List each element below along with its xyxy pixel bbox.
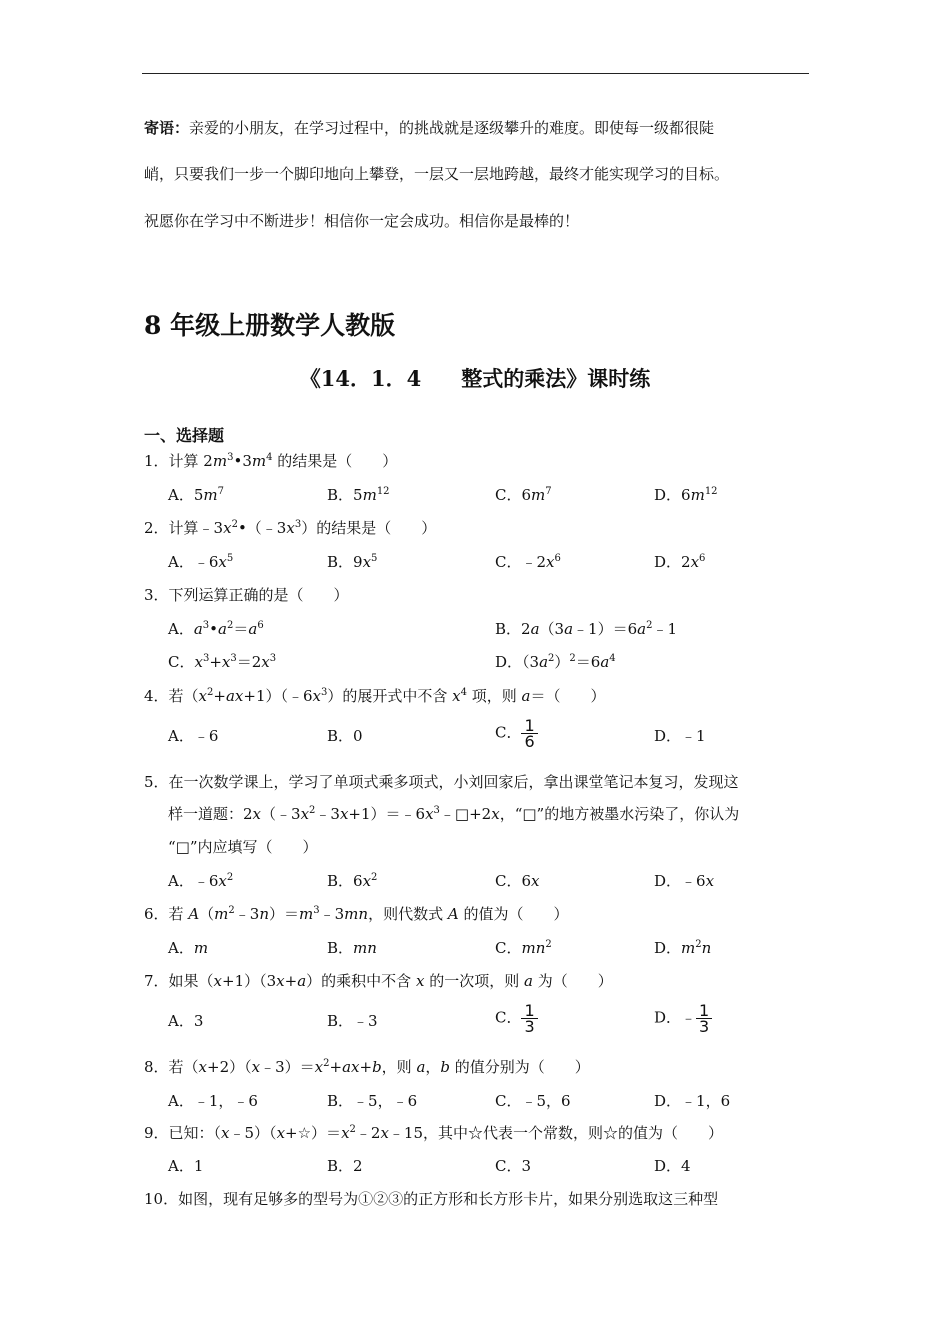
- question-4: 4．若$(x^2+ax+1)(﹣6x^3)$的展开式中不含 $x^4$ 项，则 a＝（ ）: [144, 687, 606, 705]
- question-5-line-3: “□”内应填写（ ）: [168, 838, 318, 856]
- q9-option-a[interactable]: A．1: [168, 1157, 204, 1175]
- preface-line-2: 峭，只要我们一步一个脚印地向上攀登，一层又一层地跨越，最终才能实现学习的目标。: [144, 165, 730, 183]
- fraction-negative-one-third: $\frac{1}{3}$: [696, 1003, 712, 1034]
- q4-option-d[interactable]: D．﹣1: [654, 727, 706, 745]
- question-3: 3．下列运算正确的是（ ）: [144, 586, 349, 604]
- q7-option-d[interactable]: D．﹣ $\frac{1}{3}$: [654, 1003, 712, 1034]
- q3-option-b[interactable]: B．$2a(3a﹣1)=6a^2﹣1$: [495, 620, 677, 638]
- lesson-title: 《14．1．4 整式的乘法》课时练: [299, 366, 651, 391]
- question-5-line-1: 5．在一次数学课上，学习了单项式乘多项式，小刘回家后，拿出课堂笔记本复习，发现这: [144, 773, 739, 791]
- question-2: 2．计算$﹣3x^2•(﹣3x^3)$的结果是（ ）: [144, 519, 437, 537]
- q3-option-a[interactable]: A．$a^3•a^2=a^6$: [168, 620, 264, 638]
- q9-option-b[interactable]: B．2: [327, 1157, 363, 1175]
- q5-option-c[interactable]: C．6x: [495, 872, 540, 890]
- q8-option-b[interactable]: B．﹣5，﹣6: [327, 1092, 418, 1110]
- q4-option-c[interactable]: C． $\frac{1}{6}$: [495, 718, 538, 749]
- preface-label: 寄语：: [144, 119, 190, 137]
- q6-option-d[interactable]: D．$m^2n$: [654, 939, 712, 957]
- question-6: 6．若 $A(m^2﹣3n)=m^3﹣3mn$，则代数式 A 的值为（ ）: [144, 905, 569, 923]
- q4-option-b[interactable]: B．0: [327, 727, 363, 745]
- q2-option-d[interactable]: D．$2x^6$: [654, 553, 706, 571]
- question-5-line-2: 样一道题：$2x(﹣3x^2﹣3x+1)=﹣6x^3﹣□+2x$，“□”的地方被墨水污染了，你认为: [168, 805, 740, 823]
- q8-option-d[interactable]: D．﹣1，6: [654, 1092, 731, 1110]
- q3-option-d[interactable]: D．$(3a^2)^2=6a^4$: [495, 653, 616, 671]
- question-10: 10．如图，现有足够多的型号为①②③的正方形和长方形卡片，如果分别选取这三种型: [144, 1190, 719, 1208]
- question-8: 8．若$(x+2)(x﹣3)=x^2+ax+b$，则 a，b 的值分别为（ ）: [144, 1058, 590, 1076]
- q9-option-d[interactable]: D．4: [654, 1157, 691, 1175]
- q7-option-a[interactable]: A．3: [168, 1012, 204, 1030]
- q9-option-c[interactable]: C．3: [495, 1157, 532, 1175]
- q8-option-a[interactable]: A．﹣1，﹣6: [168, 1092, 258, 1110]
- q2-option-b[interactable]: B．$9x^5$: [327, 553, 378, 571]
- preface-line-3: 祝愿你在学习中不断进步！相信你一定会成功。相信你是最棒的！: [144, 212, 580, 230]
- q2-option-a[interactable]: A．$﹣6x^5$: [168, 553, 234, 571]
- q3-option-c[interactable]: C．$x^3+x^3=2x^3$: [168, 653, 277, 671]
- grade-title: 8 年级上册数学人教版: [144, 311, 396, 340]
- q7-option-c[interactable]: C． $\frac{1}{3}$: [495, 1003, 538, 1034]
- q7-option-b[interactable]: B．﹣3: [327, 1012, 378, 1030]
- q1-option-c[interactable]: C．$6m^7$: [495, 486, 552, 504]
- q8-option-c[interactable]: C．﹣5，6: [495, 1092, 571, 1110]
- q4-option-a[interactable]: A．﹣6: [168, 727, 219, 745]
- fraction-one-sixth: $\frac{1}{6}$: [521, 718, 537, 749]
- q5-option-b[interactable]: B．$6x^2$: [327, 872, 378, 890]
- q2-option-c[interactable]: C．$﹣2x^6$: [495, 553, 561, 571]
- q5-option-a[interactable]: A．$﹣6x^2$: [168, 872, 234, 890]
- q1-option-a[interactable]: A．$5m^7$: [168, 486, 224, 504]
- q6-option-b[interactable]: B．mn: [327, 939, 377, 957]
- question-1: 1．计算 $2m^3•3m^4$ 的结果是（ ）: [144, 452, 398, 470]
- section-title: 一、选择题: [144, 426, 225, 445]
- question-9: 9．已知：$(x﹣5)(x+☆)=x^2﹣2x﹣15$，其中☆代表一个常数，则☆的值为（ ）: [144, 1124, 724, 1142]
- q1-option-d[interactable]: D．$6m^{12}$: [654, 486, 718, 504]
- q5-option-d[interactable]: D．﹣6x: [654, 872, 715, 890]
- header-rule: [142, 73, 809, 74]
- question-7: 7．如果（x+1）（3x+a）的乘积中不含 x 的一次项，则 a 为（ ）: [144, 972, 613, 990]
- preface-line-1: 寄语：亲爱的小朋友，在学习过程中，的挑战就是逐级攀升的难度。即使每一级都很陡: [144, 119, 715, 137]
- q6-option-a[interactable]: A．m: [168, 939, 209, 957]
- q6-option-c[interactable]: C．$mn^2$: [495, 939, 552, 957]
- q1-option-b[interactable]: B．$5m^{12}$: [327, 486, 390, 504]
- fraction-one-third: $\frac{1}{3}$: [521, 1003, 537, 1034]
